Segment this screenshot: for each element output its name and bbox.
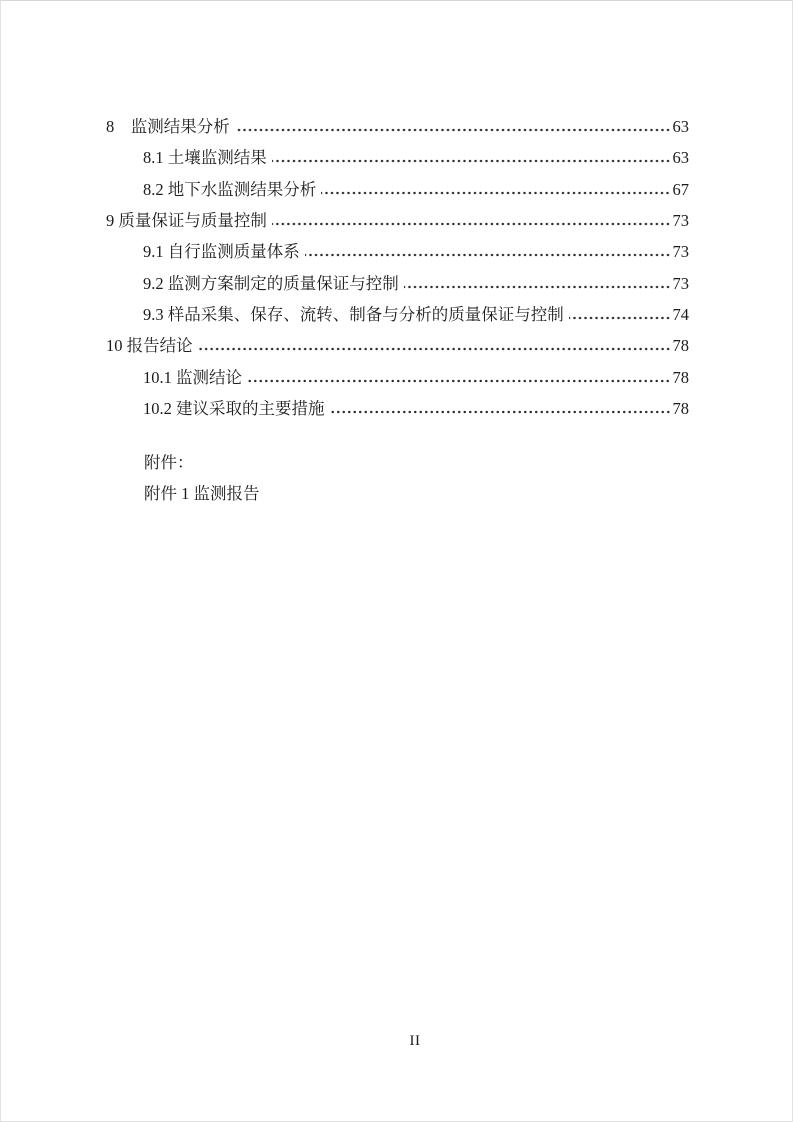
toc-entry-page: 78 xyxy=(672,398,689,418)
toc-leader-dots xyxy=(321,191,670,195)
toc-leader-dots xyxy=(247,379,671,383)
toc-leader-dots xyxy=(569,316,671,320)
toc-entry-label: 8.2 地下水监测结果分析 xyxy=(143,179,317,199)
toc-entry[interactable] xyxy=(106,205,689,236)
toc-leader-dots xyxy=(198,347,671,351)
attachments-section xyxy=(144,447,260,510)
toc-entry[interactable] xyxy=(106,268,689,299)
toc-leader-dots xyxy=(235,128,671,132)
toc-leader-dots xyxy=(330,410,671,414)
toc-entry-page: 73 xyxy=(672,210,689,230)
toc-entry-page: 63 xyxy=(672,148,689,168)
toc-entry-page: 63 xyxy=(672,117,689,136)
toc-entry-label: 9.2 监测方案制定的质量保证与控制 xyxy=(143,273,399,293)
table-of-contents xyxy=(106,111,689,424)
toc-entry[interactable] xyxy=(106,142,689,173)
toc-entry-page: 73 xyxy=(672,273,689,293)
toc-entry[interactable] xyxy=(106,393,689,424)
toc-entry-label: 10.2 建议采取的主要措施 xyxy=(143,398,325,418)
toc-entry-page: 67 xyxy=(672,179,689,199)
toc-entry[interactable] xyxy=(106,299,689,330)
attachments-heading: 附件： xyxy=(144,453,194,472)
footer-page-number: II xyxy=(409,1033,421,1049)
toc-entry-label: 9.3 样品采集、保存、流转、制备与分析的质量保证与控制 xyxy=(143,304,564,324)
toc-entry-label: 10 报告结论 xyxy=(106,336,193,356)
toc-entry[interactable] xyxy=(106,174,689,205)
toc-entry-label: 9.1 自行监测质量体系 xyxy=(143,242,300,262)
toc-entry-label: 9 质量保证与质量控制 xyxy=(106,210,267,230)
toc-leader-dots xyxy=(305,253,671,257)
toc-entry[interactable] xyxy=(106,236,689,267)
toc-entry-label: 10.1 监测结论 xyxy=(143,367,242,387)
toc-entry[interactable] xyxy=(106,330,689,361)
toc-entry-label: 8.1 土壤监测结果 xyxy=(143,148,267,168)
attachment-item: 附件 1 监测报告 xyxy=(144,484,260,504)
toc-entry-page: 78 xyxy=(672,367,689,387)
toc-entry-page: 78 xyxy=(672,336,689,356)
toc-entry-page: 73 xyxy=(672,242,689,262)
toc-leader-dots xyxy=(272,159,671,163)
toc-entry[interactable] xyxy=(106,362,689,393)
toc-entry[interactable] xyxy=(106,111,689,142)
page-footer xyxy=(1,1031,792,1051)
toc-leader-dots xyxy=(404,285,671,289)
toc-entry-label: 8 监测结果分析 xyxy=(106,117,230,136)
toc-entry-page: 74 xyxy=(672,304,689,324)
toc-leader-dots xyxy=(272,222,671,226)
